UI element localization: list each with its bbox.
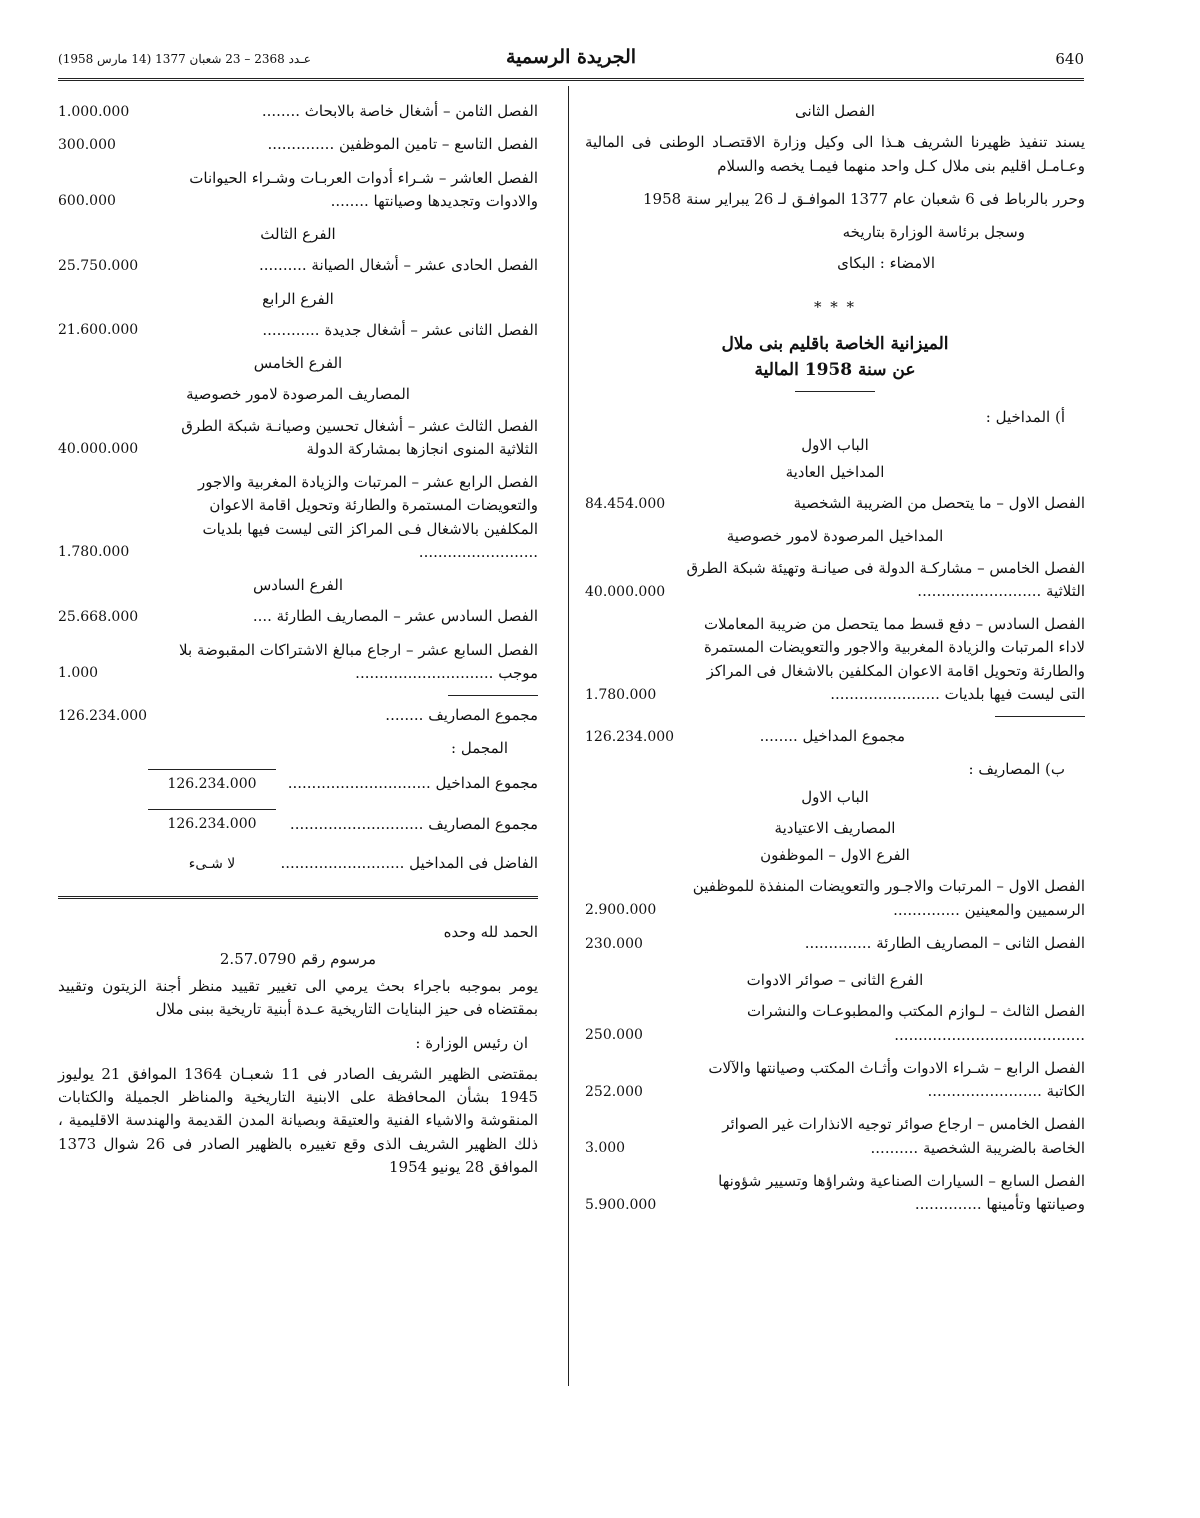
budget-line-text: الفاضل فى المداخيل .......................... — [280, 854, 538, 873]
revenues-part1: الباب الاول — [801, 435, 869, 454]
expense-total-label: مجموع المصاريف ........ — [385, 706, 538, 724]
budget-line — [138, 769, 538, 796]
page-number: 640 — [1055, 50, 1084, 68]
chapter2-title: الفصل الثانى — [795, 102, 875, 120]
summary-heading: المجمل : — [451, 739, 508, 758]
revenues-heading: أ) المداخيل : — [985, 408, 1065, 427]
budget-line-text: الفصل التاسع – تامين الموظفين .............. — [267, 135, 538, 154]
budget-line — [585, 613, 1085, 706]
budget-line-amount: 25.750.000 — [58, 257, 139, 274]
gazette-title: الجريدة الرسمية — [505, 46, 637, 68]
budget-line — [58, 471, 538, 564]
section4: الفرع الرابع — [262, 289, 334, 308]
budget-line-amount: 40.000.000 — [585, 583, 666, 600]
budget-line-amount: 25.668.000 — [58, 608, 139, 625]
budget-line-text: الفصل السابع عشر – ارجاع مبالغ الاشتراكات المقبوضة بلا موجب ............................. — [179, 640, 538, 682]
budget-line-amount: 21.600.000 — [58, 322, 139, 339]
section-double-rule — [58, 896, 538, 899]
expense-items-e — [58, 605, 538, 685]
stars-separator: * * * — [813, 297, 857, 316]
budget-line — [138, 809, 538, 836]
earmarked-revenues: المداخيل المرصودة لامور خصوصية — [726, 527, 944, 546]
budget-line — [585, 932, 1085, 955]
budget-line-text: الفصل الخامس – ارجاع صوائر توجيه الانذارات غير الصوائر الخاصة بالضريبة الشخصية .......... — [722, 1115, 1085, 1157]
budget-line-amount: 5.900.000 — [585, 1196, 657, 1213]
budget-line — [585, 1170, 1085, 1217]
budget-line — [58, 254, 538, 277]
budget-line-amount: 126.234.000 — [148, 809, 276, 836]
budget-line-amount: 1.780.000 — [58, 544, 130, 561]
budget-line — [585, 875, 1085, 922]
section2: الفرع الثانى – صوائر الادوات — [746, 971, 924, 990]
left-column — [58, 100, 538, 1189]
expenses-heading: ب) المصاريف : — [968, 760, 1065, 779]
decree-text: بمقتضى الظهير الشريف الصادر فى 11 شعبـان 1364 الموافق 21 يوليوز 1945 بشأن المحافظة على الابنية التاريخية والمناظر الجميلة والكتابات المنقوشة والاشياء الفنية والعتيقة وبصيانة المدن القديمة والهندسة الاقليمية ، ذلك الظهير الشريف الذى وقع تغييره بالظهير الصادر فى 26 شوال 1373 الموافق 28 يونيو 1954 — [58, 1064, 539, 1176]
budget-line-text: الفصل السادس – دفع قسط مما يتحصل من ضريبة المعاملات لاداء المرتبات والزيادة المغربية والاجور والتعويضات المستمرة والطارئة وتحويل اقامة الاعوان المكلفين بالاشغال فى المراكز التى ليست فيها بلديات ....................... — [703, 615, 1085, 703]
budget-line-amount: 252.000 — [585, 1083, 643, 1100]
revenue-sum-rule — [995, 716, 1085, 717]
budget-line-text: الفصل السابع – السيارات الصناعية وشراؤها وتسيير شؤونها وصيانتها وتأمينها .............. — [718, 1171, 1085, 1214]
expense-total — [58, 704, 538, 727]
regular-expenses: المصاريف الاعتيادية — [774, 818, 896, 837]
budget-title-1: الميزانية الخاصة باقليم بنى ملال — [721, 333, 949, 354]
budget-line — [585, 1113, 1085, 1160]
budget-line — [585, 492, 1085, 515]
budget-line — [58, 133, 538, 156]
budget-line-text: الفصل الثالث – لـوازم المكتب والمطبوعـات والنشرات ........................................ — [746, 1002, 1085, 1044]
budget-line-text: مجموع المداخيل .............................. — [287, 773, 538, 792]
expense-items-section1 — [585, 875, 1085, 955]
budget-line — [138, 850, 538, 876]
budget-line-text: الفصل الثانى – المصاريف الطارئة .............. — [804, 933, 1085, 952]
revenue-total-amount: 126.234.000 — [585, 728, 675, 745]
budget-line-amount: 2.900.000 — [585, 902, 657, 919]
header-rule — [58, 78, 1084, 81]
budget-line-text: الفصل الثانى عشر – أشغال جديدة ............ — [262, 320, 538, 339]
budget-line — [58, 605, 538, 628]
ordinary-revenues: المداخيل العادية — [785, 462, 885, 481]
section5: الفرع الخامس — [253, 354, 343, 372]
signature: الامضاء : البكاى — [837, 254, 935, 273]
budget-line-amount: لا شـىء — [188, 855, 236, 872]
budget-line — [58, 100, 538, 123]
decree-summary: يومر بموجبه باجراء بحث يرمي الى تغيير تقييد منظر أجنة الزيتون وتقييد بمقتضاه فى حيز البنايات التاريخية عـدة أبنية تاريخية ببنى ملال — [58, 977, 538, 1019]
section1: الفرع الاول – الموظفون — [760, 846, 910, 865]
expense-items-c — [58, 319, 538, 342]
budget-line-text: الفصل الرابع عشر – المرتبات والزيادة المغربية والاجور والتعويضات المستمرة والطارئة وتحويل اقامة الاعوان المكلفين بالاشغال فـى المراكز التى ليست فيها بلديات ......................... — [197, 473, 538, 561]
issue-line: عـدد 2368 – 23 شعبان 1377 (14 مارس 1958) — [58, 52, 311, 66]
section3: الفرع الثالث — [260, 225, 336, 243]
page-header — [58, 44, 1084, 74]
budget-line-text: مجموع المصاريف ............................ — [289, 814, 538, 833]
budget-line — [58, 639, 538, 686]
budget-line-amount: 600.000 — [58, 193, 116, 210]
budget-line-amount: 1.000.000 — [58, 103, 130, 120]
budget-line — [585, 1057, 1085, 1104]
right-column — [585, 100, 1085, 1226]
column-divider — [568, 86, 569, 1386]
budget-line-text: الفصل السادس عشر – المصاريف الطارئة .... — [252, 607, 538, 626]
registered-text: وسجل برئاسة الوزارة بتاريخه — [842, 223, 1025, 241]
budget-line-amount: 300.000 — [58, 136, 116, 153]
decree-number: مرسوم رقم 2.57.0790 — [219, 949, 377, 968]
budget-line-text: الفصل الخامس – مشاركـة الدولة فى صيانـة وتهيئة شبكة الطرق الثلاثية .......................... — [686, 558, 1085, 600]
budget-line-amount: 40.000.000 — [58, 441, 139, 458]
budget-title-2: عن سنة 1958 المالية — [754, 360, 916, 381]
expense-items-d — [58, 415, 538, 565]
budget-line-text: الفصل الرابع – شـراء الادوات وأثـاث المكتب وصيانتها والآلات الكاتبة ........................ — [708, 1058, 1085, 1101]
budget-line — [58, 167, 538, 214]
budget-line-amount: 1.000 — [58, 665, 99, 682]
revenue-items-ordinary — [585, 492, 1085, 515]
budget-line — [585, 557, 1085, 604]
budget-line-text: الفصل العاشر – شـراء أدوات العربـات وشـراء الحيوانات والادوات وتجديدها وصيانتها ........ — [189, 168, 538, 210]
expense-items-section2 — [585, 1000, 1085, 1216]
done-text: وحرر بالرباط فى 6 شعبان عام 1377 الموافـق لـ 26 يبراير سنة 1958 — [643, 189, 1085, 208]
budget-line-text: الفصل الحادى عشر – أشغال الصيانة .......... — [258, 256, 538, 275]
budget-line-amount: 84.454.000 — [585, 495, 666, 512]
revenue-total-label: مجموع المداخيل ........ — [759, 727, 905, 746]
budget-line-amount: 126.234.000 — [148, 769, 276, 796]
budget-line — [585, 1000, 1085, 1047]
budget-line-text: الفصل الثالث عشر – أشغال تحسين وصيانـة شبكة الطرق الثلاثية المنوى انجازها بمشاركة الدولة — [181, 416, 538, 458]
expense-items-b — [58, 254, 538, 277]
revenue-items-earmarked — [585, 557, 1085, 707]
budget-line-text: الفصل الاول – المرتبات والاجـور والتعويضات المنفذة للموظفين الرسميين والمعينين .............. — [692, 877, 1085, 919]
expense-items-a — [58, 100, 538, 213]
budget-line-amount: 3.000 — [585, 1140, 626, 1157]
section6: الفرع السادس — [253, 576, 343, 594]
budget-line-amount: 230.000 — [585, 935, 643, 952]
summary-lines — [58, 769, 538, 876]
chapter2-text: يسند تنفيذ ظهيرنا الشريف هـذا الى وكيل وزارة الاقتصـاد الوطنى فى المالية وعـامـل اقليم بنى ملال كـل واحد منهما فيمـا يخصه والسلام — [585, 133, 1085, 175]
title-rule — [795, 391, 875, 392]
expense-sum-rule — [448, 695, 538, 696]
addressee: ان رئيس الوزارة : — [415, 1033, 528, 1052]
expense-total-amount: 126.234.000 — [58, 707, 148, 724]
budget-line-text: الفصل الاول – ما يتحصل من الضريبة الشخصية — [793, 494, 1085, 513]
expenses-part1: الباب الاول — [801, 787, 869, 806]
earmarked-expenses: المصاريف المرصودة لامور خصوصية — [186, 385, 410, 404]
revenue-total — [585, 725, 1085, 748]
budget-line-amount: 250.000 — [585, 1027, 643, 1044]
budget-line-amount: 1.780.000 — [585, 686, 657, 703]
budget-line-text: الفصل الثامن – أشغال خاصة بالابحاث ........ — [261, 102, 538, 120]
praise-line: الحمد لله وحده — [443, 922, 538, 941]
budget-line — [58, 319, 538, 342]
budget-line — [58, 415, 538, 462]
